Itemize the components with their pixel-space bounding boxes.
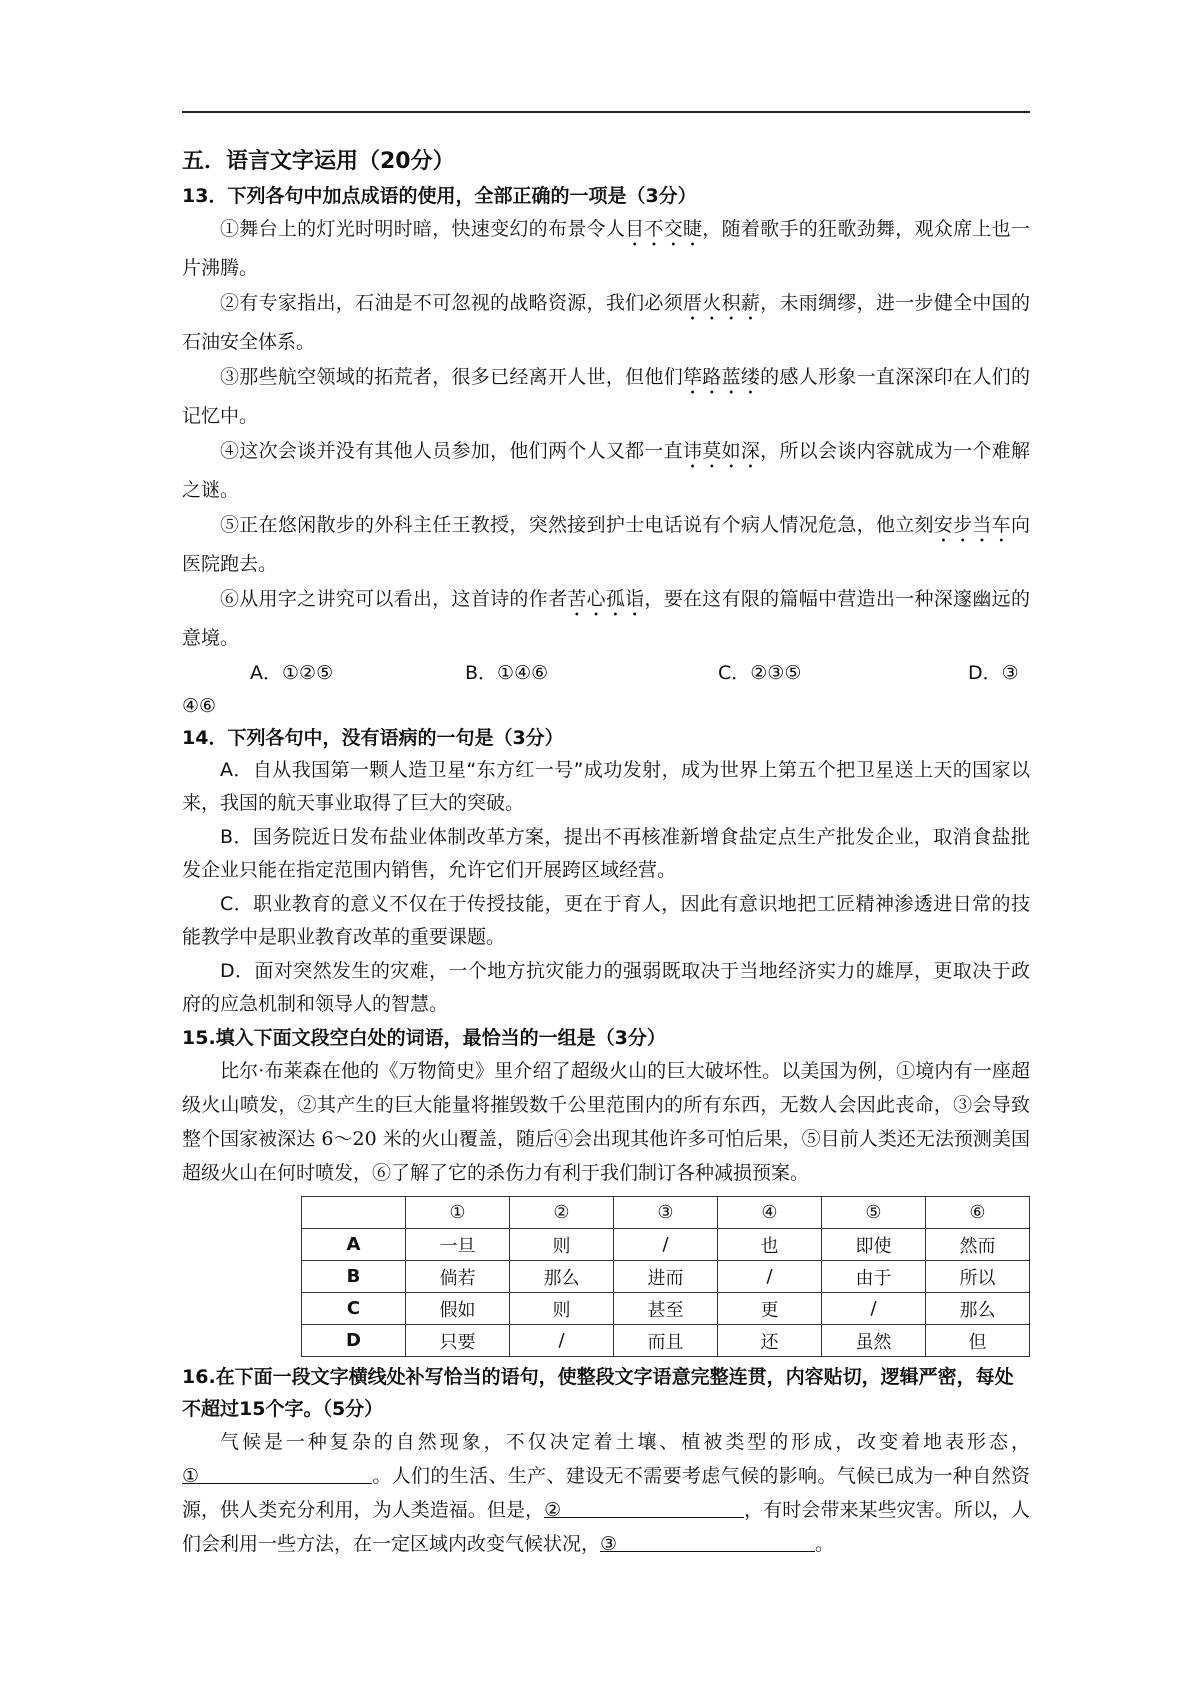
q14-option-c: C．职业教育的意义不仅在于传授技能，更在于育人，因此有意识地把工匠精神渗透进日常的技能教学中是职业教育改革的重要课题。 <box>182 893 1030 948</box>
q13-option-b[interactable]: B．①④⑥ <box>465 662 549 684</box>
table-header-cell: ② <box>510 1197 614 1229</box>
q13-idiom: 筚路蓝缕 <box>683 366 761 388</box>
q13-item <box>182 508 1030 581</box>
q13-item-text: 向医院跑去。 <box>182 514 1030 575</box>
q13-item-text: ，所以会谈内容就成为一个难解之谜。 <box>182 440 1030 501</box>
q13-idiom: 目不交睫 <box>625 218 703 240</box>
table-row <box>302 1293 1030 1325</box>
section-title: 五．语言文字运用（20分） <box>182 149 455 174</box>
q16-passage <box>182 1425 1030 1561</box>
q13-items <box>182 212 1030 655</box>
table-cell: / <box>614 1229 718 1261</box>
q13-item-text: ②有专家指出，石油是不可忽视的战略资源，我们必须 <box>220 292 683 314</box>
table-cell: 还 <box>718 1325 822 1357</box>
table-row-label: D <box>302 1325 406 1357</box>
table-row <box>302 1229 1030 1261</box>
table-cell: 而且 <box>614 1325 718 1357</box>
q16-blank-3[interactable] <box>600 1527 815 1555</box>
table-header-cell: ④ <box>718 1197 822 1229</box>
table-cell: 那么 <box>926 1293 1030 1325</box>
table-cell: 也 <box>718 1229 822 1261</box>
table-cell: / <box>822 1293 926 1325</box>
table-cell: 则 <box>510 1229 614 1261</box>
q13-item <box>182 360 1030 433</box>
q15-passage: 比尔·布莱森在他的《万物简史》里介绍了超级火山的巨大破坏性。以美国为例，①境内有一座超级火山喷发，②其产生的巨大能量将摧毁数千公里范围内的所有东西，无数人会因此丧命，③会导致整个国家被深达 6～20 米的火山覆盖，随后④会出现其他许多可怕后果，⑤目前人类还无法预测美国超级火山在何时喷发，⑥了解了它的杀伤力有利于我们制订各种减损预案。 <box>182 1060 1030 1184</box>
table-cell: 所以 <box>926 1261 1030 1293</box>
q13-item-text: ⑥从用字之讲究可以看出，这首诗的作者 <box>220 588 568 610</box>
q14-stem: 14．下列各句中，没有语病的一句是（3分） <box>182 727 564 749</box>
q15-stem: 15.填入下面文段空白处的词语，最恰当的一组是（3分） <box>182 1027 666 1049</box>
q13-item-text: ，未雨绸缪，进一步健全中国的石油安全体系。 <box>182 292 1030 353</box>
table-row <box>302 1261 1030 1293</box>
q13-option-d-wrap: ④⑥ <box>182 695 217 717</box>
q14-option-d: D．面对突然发生的灾难，一个地方抗灾能力的强弱既取决于当地经济实力的雄厚，更取决于政府的应急机制和领导人的智慧。 <box>182 960 1030 1015</box>
q16-text-2: 。人们的生活、生产、建设无不需要考虑气候的影响。气候已成为一种自然资源，供人类充分利用，为人类造福。但是， <box>182 1465 1030 1521</box>
q13-item-text: ④这次会谈并没有其他人员参加，他们两个人又都一直 <box>220 440 683 462</box>
q16-text-4: 。 <box>815 1533 835 1555</box>
table-header-cell: ⑤ <box>822 1197 926 1229</box>
table-cell: 即使 <box>822 1229 926 1261</box>
header-rule <box>182 111 1030 113</box>
q13-stem: 13．下列各句中加点成语的使用，全部正确的一项是（3分） <box>182 185 697 207</box>
q13-options <box>182 656 1030 690</box>
q13-item-text: ，随着歌手的狂歌劲舞，观众席上也一片沸腾。 <box>182 218 1030 279</box>
table-cell: 只要 <box>406 1325 510 1357</box>
q14-option-b: B．国务院近日发布盐业体制改革方案，提出不再核准新增食盐定点生产批发企业，取消食盐批发企业只能在指定范围内销售，允许它们开展跨区域经营。 <box>182 826 1030 881</box>
table-row-label: C <box>302 1293 406 1325</box>
q13-option-c[interactable]: C．②③⑤ <box>718 662 802 684</box>
table-row <box>302 1325 1030 1357</box>
q16-text-1: 气候是一种复杂的自然现象，不仅决定着土壤、植被类型的形成，改变着地表形态， <box>220 1431 1030 1453</box>
q16-marker-2: ② <box>544 1499 562 1521</box>
table-cell: 进而 <box>614 1261 718 1293</box>
table-header-row <box>302 1197 1030 1229</box>
q13-idiom: 厝火积薪 <box>683 292 761 314</box>
q13-item-text: ③那些航空领域的拓荒者，很多已经离开人世，但他们 <box>220 366 683 388</box>
table-cell: 甚至 <box>614 1293 718 1325</box>
table-cell: 倘若 <box>406 1261 510 1293</box>
table-cell: 那么 <box>510 1261 614 1293</box>
q16-stem: 16.在下面一段文字横线处补写恰当的语句，使整段文字语意完整连贯，内容贴切，逻辑严密，每处不超过15个字。（5分） <box>182 1366 1014 1420</box>
q16-blank-1[interactable] <box>182 1459 372 1487</box>
table-cell: / <box>510 1325 614 1357</box>
exam-page <box>182 144 1030 1562</box>
table-header-cell <box>302 1197 406 1229</box>
q14-option-a: A．自从我国第一颗人造卫星“东方红一号”成功发射，成为世界上第五个把卫星送上天的国家以来，我国的航天事业取得了巨大的突破。 <box>182 759 1030 814</box>
table-row-label: A <box>302 1229 406 1261</box>
table-cell: 然而 <box>926 1229 1030 1261</box>
table-header-cell: ⑥ <box>926 1197 1030 1229</box>
table-cell: 一旦 <box>406 1229 510 1261</box>
table-cell: 则 <box>510 1293 614 1325</box>
q13-item-text: 的感人形象一直深深印在人们的记忆中。 <box>182 366 1030 427</box>
table-row-label: B <box>302 1261 406 1293</box>
q16-marker-1: ① <box>182 1465 200 1487</box>
table-header-cell: ① <box>406 1197 510 1229</box>
q16-blank-2[interactable] <box>544 1493 744 1521</box>
q13-item <box>182 582 1030 655</box>
table-cell: 假如 <box>406 1293 510 1325</box>
q13-item-text: ⑤正在悠闲散步的外科主任王教授，突然接到护士电话说有个病人情况危急，他立刻 <box>220 514 934 536</box>
q13-option-a[interactable]: A．①②⑤ <box>250 662 334 684</box>
table-cell: 但 <box>926 1325 1030 1357</box>
table-cell: 虽然 <box>822 1325 926 1357</box>
q13-idiom: 讳莫如深 <box>683 440 761 462</box>
table-cell: / <box>718 1261 822 1293</box>
q13-item <box>182 286 1030 359</box>
q13-option-d[interactable]: D．③ <box>968 662 1019 684</box>
q16-text-3: ，有时会带来某些灾害。所以，人们会利用一些方法，在一定区域内改变气候状况， <box>182 1499 1030 1555</box>
table-header-cell: ③ <box>614 1197 718 1229</box>
table-cell: 更 <box>718 1293 822 1325</box>
table-cell: 由于 <box>822 1261 926 1293</box>
q13-item-text: ①舞台上的灯光时明时暗，快速变幻的布景令人 <box>220 218 626 240</box>
q15-answer-table <box>301 1196 1030 1357</box>
q13-idiom: 苦心孤诣 <box>567 588 645 610</box>
q13-idiom: 安步当车 <box>933 514 1011 536</box>
q13-item <box>182 212 1030 285</box>
q13-item-text: ，要在这有限的篇幅中营造出一种深邃幽远的意境。 <box>182 588 1030 649</box>
q16-marker-3: ③ <box>600 1533 618 1555</box>
q13-item <box>182 434 1030 507</box>
